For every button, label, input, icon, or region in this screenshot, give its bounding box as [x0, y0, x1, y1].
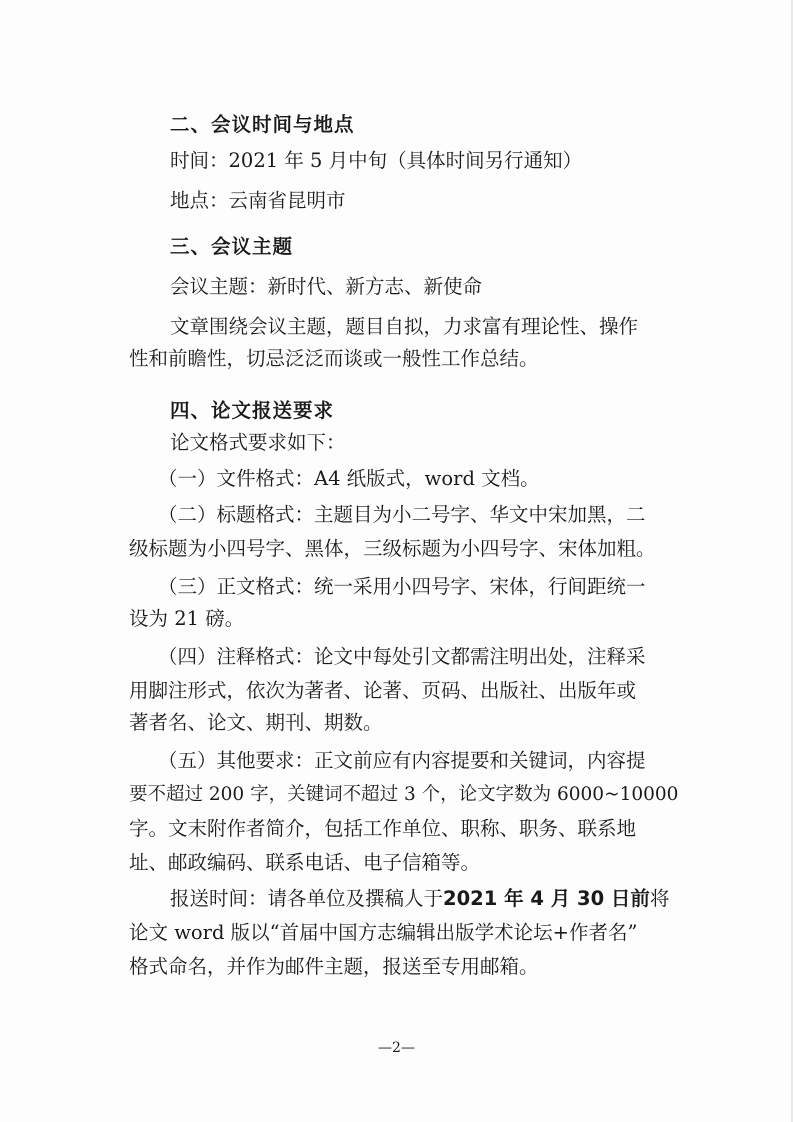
submit-deadline: 2021 年 4 月 30 日前 — [443, 887, 650, 910]
req-item-4-line-2: 用脚注形式，依次为著者、论著、页码、出版社、出版年或 — [129, 679, 637, 702]
req-item-5-line-2: 要不超过 200 字，关键词不超过 3 个，论文字数为 6000~10000 — [129, 784, 679, 805]
submit-text-post: 将 — [649, 887, 670, 910]
submit-line-1 — [0, 884, 793, 914]
req-item-2-line-1: （二）标题格式：主题目为小二号字、华文中宋加黑，二 — [158, 503, 646, 526]
submit-line-2: 论文 word 版以“首届中国方志编辑出版学术论坛+作者名” — [129, 921, 638, 944]
meeting-theme: 会议主题：新时代、新方志、新使命 — [170, 275, 483, 298]
req-item-1: （一）文件格式：A4 纸版式，word 文档。 — [158, 467, 540, 490]
meeting-place: 地点：云南省昆明市 — [170, 189, 346, 212]
submit-line-3: 格式命名，并作为邮件主题，报送至专用邮箱。 — [129, 955, 539, 978]
theme-desc-line-1: 文章围绕会议主题，题目自拟，力求富有理论性、操作 — [170, 315, 639, 338]
submit-text-pre: 报送时间：请各单位及撰稿人于 — [170, 887, 444, 910]
requirements-intro: 论文格式要求如下： — [170, 431, 346, 454]
req-item-5-line-4: 址、邮政编码、联系电话、电子信箱等。 — [129, 851, 481, 874]
section-heading-requirements: 四、论文报送要求 — [170, 399, 335, 422]
req-item-3-line-1: （三）正文格式：统一采用小四号字、宋体，行间距统一 — [158, 575, 646, 598]
section-heading-time-place: 二、会议时间与地点 — [170, 113, 355, 136]
page-number: —2— — [378, 1040, 415, 1056]
req-item-3-line-2: 设为 21 磅。 — [129, 607, 245, 630]
req-item-5-line-1: （五）其他要求：正文前应有内容提要和关键词，内容提 — [158, 749, 646, 772]
section-heading-theme: 三、会议主题 — [170, 235, 294, 258]
req-item-2-line-2: 级标题为小四号字、黑体，三级标题为小四号字、宋体加粗。 — [129, 537, 656, 560]
req-item-5-line-3: 字。文末附作者简介，包括工作单位、职称、职务、联系地 — [129, 817, 637, 840]
req-item-4-line-1: （四）注释格式：论文中每处引文都需注明出处，注释采 — [158, 645, 646, 668]
req-item-4-line-3: 著者名、论文、期刊、期数。 — [129, 711, 383, 734]
meeting-time: 时间：2021 年 5 月中旬（具体时间另行通知） — [170, 149, 583, 172]
theme-desc-line-2: 性和前瞻性，切忌泛泛而谈或一般性工作总结。 — [129, 347, 539, 370]
